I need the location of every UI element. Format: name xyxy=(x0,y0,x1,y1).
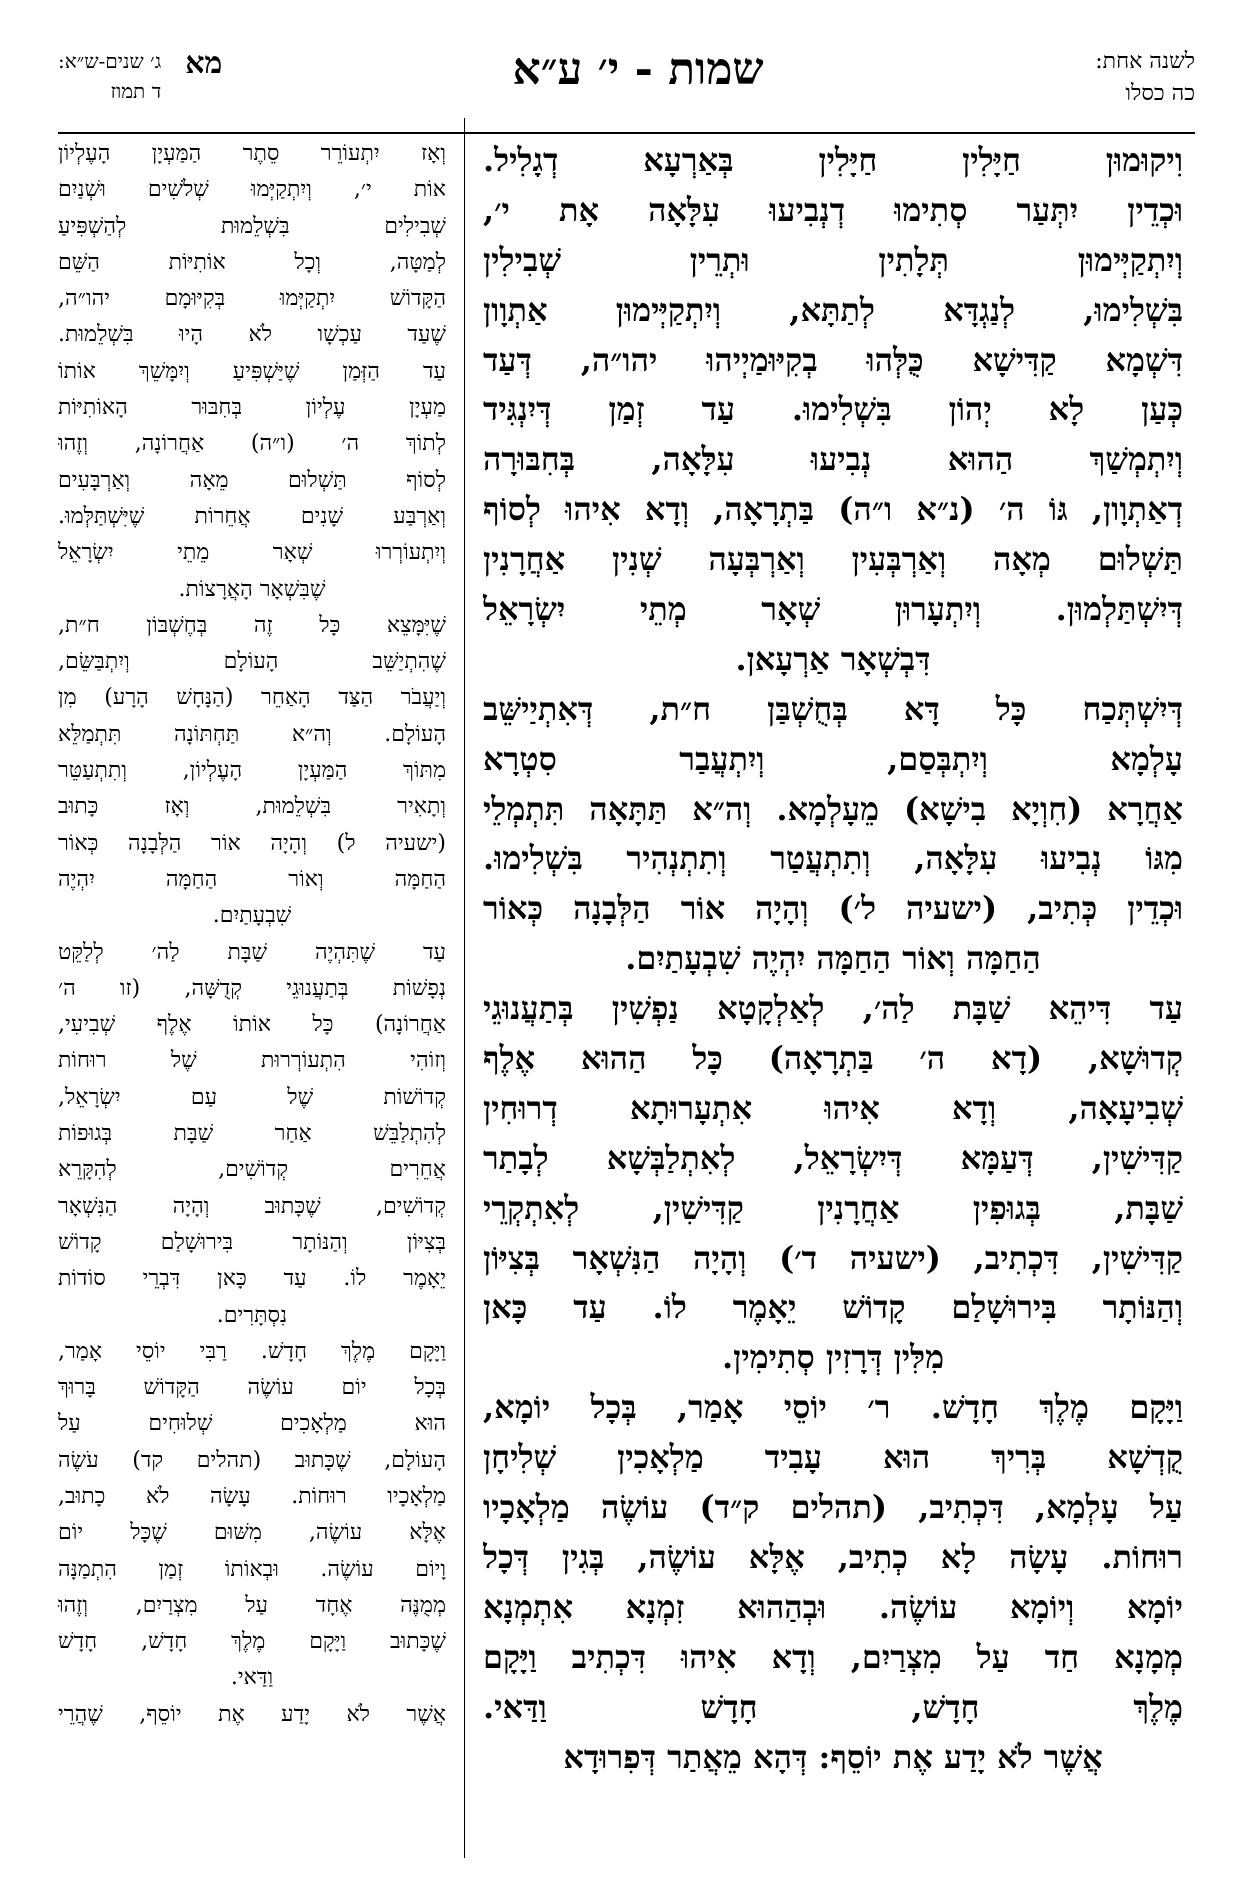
text-line: שַׁבָּת, בְּגוּפִין אַחֲרָנִין קַדִּישִׁין, לְאִתְקְרֵי xyxy=(483,1188,1183,1227)
text-line: קַדִּישִׁין, דִּכְתִיב, (ישעיה ד׳) וְהָיָה הַנִּשְׁאָר בְּצִיּוֹן xyxy=(483,1238,1183,1277)
text-line: שֶׁיִּמָּצֵא כָּל זֶה בְּחֶשְׁבּוֹן ח״ת, xyxy=(58,612,446,638)
text-line: שִׁבְעָתַיִם. xyxy=(212,903,292,929)
text-line: לְהִתְלַבֵּשׁ אַחַר שַׁבָּת בְּגוּפוֹת xyxy=(58,1121,446,1147)
text-line: אַחֲרוֹנָה) כָּל אוֹתוֹ אֶלֶף שְׁבִיעִי, xyxy=(58,1012,446,1038)
page-header xyxy=(58,40,1195,118)
text-line: עַד הַזְּמַן שֶׁיַּשְׁפִּיעַ וְיִמָּשֵׁךְ אוֹתוֹ xyxy=(58,358,446,384)
text-line: וַיָּקָם מֶלֶךְ חָדָשׁ. ר׳ יוֹסֵי אָמַר, בְּכָל יוֹמָא, xyxy=(483,1388,1183,1427)
text-line: בְּצִיּוֹן וְהַנּוֹתָר בִּירוּשָׁלַם קָדוֹשׁ xyxy=(58,1229,446,1255)
text-line: נְפָשׁוֹת בְּתַעֲנוּגֵי קְדֻשָּׁה, (זו ה׳ xyxy=(58,975,446,1001)
hebrew-translation-column xyxy=(58,136,446,1856)
text-line: בְּכָל יוֹם עוֹשֶׂה הַקָּדוֹשׁ בָּרוּךְ xyxy=(58,1375,446,1401)
text-line: עַד שֶׁתִּהְיֶה שַׁבָּת לַה׳ לְלַקֵּט xyxy=(58,939,446,965)
text-line: וְיִתְעוֹרְרוּ שְׁאָר מֵתֵי יִשְׂרָאֵל xyxy=(58,540,446,566)
text-line: וְיִתְמְשַׁךְ הַהוּא נְבִיעוּ עִלָּאָה, בְּחִבּוּרָה xyxy=(483,440,1183,479)
text-line: עַד דִּיהֵא שַׁבָּת לַה׳, לְאַלְקָטָא נַפְשִׁין בְּתַעֲנוּגֵי xyxy=(483,989,1183,1028)
text-line: מֶלֶךְ חָדָשׁ, חָדָשׁ וַדַּאי. xyxy=(483,1687,1183,1726)
text-line: וַיָּקָם מֶלֶךְ חָדָשׁ. רַבִּי יוֹסֵי אָמַר, xyxy=(58,1338,446,1364)
text-line: עָלְמָא וְיִתְבְּסַם, וְיִתְעֲבַר סִטְרָא xyxy=(483,739,1183,778)
text-line: וַדַּאי. xyxy=(230,1665,274,1691)
schedule-one-year-date: כה כסלו xyxy=(1125,81,1195,106)
text-line: וּכְדֵין יִתְּעַר סְתִימוּ דְנְבִיעוּ עִלָּאָה אָת י׳, xyxy=(483,190,1183,229)
text-line: קְדוֹשִׁים, שֶׁכָּתוּב וְהָיָה הַנִּשְׁאָר xyxy=(58,1193,446,1219)
text-line: וְהַנּוֹתָר בִּירוּשָׁלַם קָדוֹשׁ יֵאָמֶר לוֹ. עַד כָּאן xyxy=(483,1288,1183,1327)
text-line: בִּשְׁלִימוּ, לְנַגְדָּא לְתַתָּא, וְיִתְקַיְּימוּן אַתְוָון xyxy=(483,290,1183,329)
text-line: הָעוֹלָם, שֶׁכָּתוּב (תהלים קד) עֹשֶׂה xyxy=(58,1447,446,1473)
text-line: וְיִתְקַיְּימוּן תְּלָתִין וּתְרֵין שְׁבִילִין xyxy=(483,240,1183,279)
text-line: מְמָנָא חַד עַל מִצְרַיִם, וְדָא אִיהוּ דִּכְתִיב וַיָּקָם xyxy=(483,1637,1183,1676)
text-line: וָיוֹם עוֹשֶׂה. וּבְאוֹתוֹ זְמַן הִתְמַנָּה xyxy=(58,1556,446,1582)
text-line: אֲשֶׁר לֹא יָדַע אֶת יוֹסֵף: דְּהָא מֵאֲתַר דְּפִרוּדָא xyxy=(563,1737,1103,1776)
text-line: דְּיִשְׁתְּכַח כָּל דָּא בְּחֻשְׁבַּן ח״ת, דְּאִתְיַישֵּׁב xyxy=(483,689,1183,728)
text-line: קַדִּישִׁין, דְּעַמָּא דְּיִשְׂרָאֵל, לְאִתְלַבְּשָׁא לְבָתַר xyxy=(483,1138,1183,1177)
text-line: אוֹת י׳, וְיִתְקַיְּמוּ שְׁלֹשִׁים וּשְׁנַיִם xyxy=(58,177,446,203)
text-line: תַּשְׁלוּם מְאָה וְאַרְבְּעִין וְאַרְבְּעָה שְׁנִין אַחֲרָנִין xyxy=(483,540,1183,579)
text-line: קְדוּשָׁא, (דָא ה׳ בַּתְרָאָה) כָּל הַהוּא אֶלֶף xyxy=(483,1039,1183,1078)
text-line: דְּיִשְׁתַּלְמוּן. וְיִתְעָרוּן שְׁאָר מְתֵי יִשְׂרָאֵל xyxy=(483,590,1183,629)
text-line: הַחַמָּה וְאוֹר הַחַמָּה יִהְיֶה xyxy=(58,866,446,892)
daily-schedule-one-year xyxy=(1095,46,1195,110)
schedule-three-years-label: ג׳ שנים-ש״א: xyxy=(58,49,162,73)
daily-schedule-three-years xyxy=(58,46,222,106)
text-line: אֶלָּא עוֹשֶׂה, מִשּׁוּם שֶׁכָּל יוֹם xyxy=(58,1520,446,1546)
text-line: מִלִּין דְּרָזִין סְתִימִין. xyxy=(721,1338,945,1377)
text-line: דְאַתְוָון, גּוֹ ה׳ (נ״א ו״ה) בַּתְרָאָה, וְדָא אִיהוּ לְסוֹף xyxy=(483,490,1183,529)
text-line: שֶׁכָּתוּב וַיָּקָם מֶלֶךְ חָדָשׁ, חָדָשׁ xyxy=(58,1629,446,1655)
page-number: מא xyxy=(185,46,223,81)
text-line: אֲחֵרִים קְדוֹשִׁים, לְהִקָּרֵא xyxy=(58,1157,446,1183)
text-line: קְדוֹשׁוֹת שֶׁל עַם יִשְׂרָאֵל, xyxy=(58,1084,446,1110)
schedule-one-year-label: לשנה אחת: xyxy=(1095,49,1195,74)
text-line: לְתוֹךְ ה׳ (ו״ה) אַחֲרוֹנָה, וְזֶהוּ xyxy=(58,431,446,457)
text-line: הוּא מַלְאָכִים שְׁלוּחִים עַל xyxy=(58,1411,446,1437)
text-line: יֵאָמֶר לוֹ. עַד כָּאן דִּבְרֵי סוֹדוֹת xyxy=(58,1266,446,1292)
text-line: נִסְתָּרִים. xyxy=(216,1302,288,1328)
text-line: וּכְדֵין כְּתִיב, (ישעיה ל׳) וְהָיָה אוֹר הַלְּבָנָה כְּאוֹר xyxy=(483,889,1183,928)
text-line: לְמַטָּה, וְכָל אוֹתִיּוֹת הַשֵּׁם xyxy=(58,249,446,275)
text-line: הַקָּדוֹשׁ יִתְקַיְּמוּ בְּקִיּוּמָם יהו״ה, xyxy=(58,286,446,312)
text-line: שְׁבִילִים בִּשְׁלֵמוּת לְהַשְׁפִּיעַ xyxy=(58,213,446,239)
text-line: מַלְאָכָיו רוּחוֹת. עָשָׂה לֹא כָתוּב, xyxy=(58,1483,446,1509)
aramaic-text-column xyxy=(483,136,1183,1856)
text-line: הָעוֹלָם. וְה״א תַּחְתּוֹנָה תִּתְמַלֵּא xyxy=(58,721,446,747)
text-line: עַל עָלְמָא, דִּכְתִיב, (תהלים ק״ד) עוֹשֶׂה מַלְאָכָיו xyxy=(483,1488,1183,1527)
text-line: שֶׁהִתְיַשֵּׁב הָעוֹלָם וְיִתְבַּשֵּׂם, xyxy=(58,649,446,675)
text-line: דִּשְׁמָא קַדִּישָׁא כֻּלְּהוּ בְקִיּוּמַיְיהוּ יהו״ה, דְּעַד xyxy=(483,340,1183,379)
text-line: וְאָז יִתְעוֹרֵר סֵתֶר הַמַּעְיָן הָעֶלְיוֹן xyxy=(58,141,446,166)
column-divider xyxy=(464,118,465,1858)
text-line: וְיַעֲבֹר הַצַּד הָאַחֵר (הַנָּחָשׁ הָרָע) מִן xyxy=(58,685,446,711)
text-line: מַעְיָן עֶלְיוֹן בְּחִבּוּר הָאוֹתִיּוֹת xyxy=(58,395,446,421)
text-line: שֶׁעַד עַכְשָׁו לֹא הָיוּ בִּשְׁלֵמוּת. xyxy=(58,322,446,348)
text-line: וְזוֹהִי הִתְעוֹרְרוּת שֶׁל רוּחוֹת xyxy=(58,1048,446,1074)
page-title: שמות - י׳ ע״א xyxy=(512,44,764,95)
header-rule xyxy=(58,132,1195,134)
text-line: הַחַמָּה וְאוֹר הַחַמָּה יִהְיֶה שִׁבְעָתַיִם. xyxy=(625,939,1041,978)
text-line: מִגּוֹ נְבִיעוּ עִלָּאָה, וְתִתְעֲטַר וְתִתְנְהִיר בִּשְׁלִימוּ. xyxy=(483,839,1183,878)
text-line: וְאַרְבַּע שָׁנִים אֲחֵרוֹת שֶׁיִּשְׁתַּלְּמוּ. xyxy=(58,503,446,529)
text-line: רוּחוֹת. עָשָׂה לָא כְתִיב, אֶלָּא עוֹשֶׂה, בְּגִין דְּכָל xyxy=(483,1537,1183,1576)
text-line: דִּבְשְׁאָר אַרְעָאן. xyxy=(735,639,931,678)
text-line: כְּעַן לָא יְהוֹן בִּשְׁלִימוּ. עַד זְמַן דְּיִנְגִּיד xyxy=(483,390,1183,429)
text-line: שֶׁבִּשְׁאָר הָאֲרָצוֹת. xyxy=(178,576,326,602)
schedule-three-years-date: ד תמוז xyxy=(110,79,162,103)
text-line: וְתָאִיר בִּשְׁלֵמוּת, וְאָז כָּתוּב xyxy=(58,794,446,820)
text-line: וִיקוּמוּן חַיָּלִין חַיָּלִין בְּאַרְעָא דְגָלִיל. xyxy=(483,141,1183,179)
text-line: קֻדְשָׁא בְּרִיךְ הוּא עָבִיד מַלְאָכִין שְׁלִיחָן xyxy=(483,1438,1183,1477)
text-line: מְמֻנֶּה אֶחָד עַל מִצְרַיִם, וְזֶהוּ xyxy=(58,1592,446,1618)
text-line: שְׁבִיעָאָה, וְדָא אִיהוּ אִתְעָרוּתָא דְרוּחִין xyxy=(483,1088,1183,1127)
text-line: אֲשֶׁר לֹא יָדַע אֶת יוֹסֵף, שֶׁהֲרֵי xyxy=(58,1701,446,1727)
text-line: לְסוֹף תַּשְׁלוּם מֵאָה וְאַרְבָּעִים xyxy=(58,467,446,493)
text-line: יוֹמָא וְיוֹמָא עוֹשֶׂה. וּבְהַהוּא זִמְנָא אִתְמְנָא xyxy=(483,1587,1183,1626)
text-line: אַחֲרָא (חִוְיָא בִישָׁא) מֵעָלְמָא. וְה״א תַּתָּאָה תִּתְמְלֵי xyxy=(483,789,1183,828)
text-line: (ישעיה ל) וְהָיָה אוֹר הַלְּבָנָה כְּאוֹר xyxy=(58,830,446,856)
text-line: מִתּוֹךְ הַמַּעְיָן הָעֶלְיוֹן, וְתִתְעַטֵּר xyxy=(58,758,446,784)
